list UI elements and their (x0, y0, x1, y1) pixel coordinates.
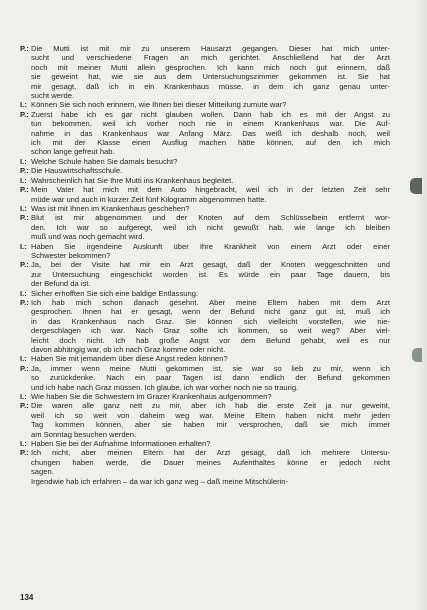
patient-turn (20, 185, 390, 204)
turn-text (31, 100, 390, 109)
text-line: Wahrscheinlich hat Sie Ihre Mutti ins Krankenhaus begleitet. (31, 175, 234, 185)
text-line: Schwester bekommen? (31, 250, 111, 260)
text-line: dergeschlagen ich war. Nach Graz sollte ich kommen, so weit weg? Aber viel- (31, 326, 390, 336)
text-line: chungen haben werde, die Dauer meines Aufenthaltes könne er jedoch nicht (31, 457, 390, 467)
speaker-label: P.: (20, 166, 29, 176)
interviewer-turn (20, 392, 390, 401)
interviewer-turn (20, 204, 390, 213)
text-line: Ja, immer wenn meine Mutti gekommen ist, sie war so lieb zu mir, wenn ich (31, 363, 390, 373)
turn-text (31, 204, 390, 213)
text-line: Mein Vater hat mich mit dem Auto hingebracht, weil ich in der letzten Zeit sehr (31, 185, 390, 195)
text-line: Haben Sie mit jemandem über diese Angst reden können? (31, 354, 228, 364)
page-number: 134 (20, 593, 34, 602)
turn-text (31, 298, 390, 354)
text-line: den. Ich war so aufgeregt, weil ich nicht gewußt hab, wie lange ich bleiben (31, 222, 390, 232)
text-line: Irgendwie hab ich erfahren – da war ich ganz weg – daß meine Mitschülerin- (31, 476, 289, 486)
text-line: so zurückdenke. Nach ein paar Tagen ist dann endlich der Befund gekommen (31, 373, 390, 383)
text-line: Die Mutti ist mit mir zu unserem Hausarzt gegangen. Dieser hat mich unter- (31, 44, 390, 53)
speaker-label: P.: (20, 185, 29, 195)
speaker-label: P.: (20, 260, 29, 270)
speaker-label: I.: (20, 156, 27, 166)
turn-text (31, 364, 390, 392)
text-line: in das Krankenhaus nach Graz. Sie können sich vielleicht vorstellen, wie nie- (31, 316, 390, 326)
text-line: sucht und verschiedene Fragen an mich gerichtet. Anschließend hat der Arzt (31, 53, 390, 63)
patient-turn (20, 364, 390, 392)
text-line: der Befund da ist. (31, 279, 91, 289)
page-edge-shadow (417, 0, 427, 610)
speaker-label: P.: (20, 401, 29, 411)
text-line: Welche Schule haben Sie damals besucht? (31, 156, 178, 166)
speaker-label: I.: (20, 288, 27, 298)
text-line: Können Sie sich noch erinnern, wie Ihnen bei dieser Mitteilung zumute war? (31, 100, 287, 110)
interviewer-turn (20, 242, 390, 261)
turn-text (31, 185, 390, 204)
interviewer-turn (20, 289, 390, 298)
patient-turn (20, 44, 390, 100)
patient-turn (20, 110, 390, 157)
interviewer-turn (20, 157, 390, 166)
text-line: leicht doch nicht. Ich hab große Angst vor dem Befund gehabt, weil es nur (31, 335, 390, 345)
text-line: sagen. (31, 467, 54, 477)
turn-text (31, 289, 390, 298)
turn-text (31, 157, 390, 166)
patient-turn (20, 166, 390, 175)
text-line: sie geweint hat, wie sie aus dem Untersuchungszimmer gekommen ist. Sie hat (31, 72, 390, 82)
text-line: mir gesagt, daß ich in ein Krankenhaus müsse, in dem ich ganz genau unter- (31, 81, 390, 91)
speaker-label: P.: (20, 44, 29, 53)
patient-turn (20, 448, 390, 486)
speaker-label: I.: (20, 241, 27, 251)
patient-turn (20, 213, 390, 241)
turn-text (31, 448, 390, 486)
speaker-label: I.: (20, 354, 27, 364)
text-line: Wie haben Sie die Schwestern im Grazer Krankenhaus aufgenommen? (31, 392, 272, 402)
interview-transcript (20, 44, 390, 486)
interviewer-turn (20, 439, 390, 448)
turn-text (31, 110, 390, 157)
text-line: schon lange gefreut hab. (31, 147, 115, 157)
speaker-label: I.: (20, 392, 27, 402)
interviewer-turn (20, 354, 390, 363)
speaker-label: P.: (20, 448, 29, 458)
text-line: und ich habe nach Graz müssen. Ich glaube, ich war vorher noch nie so traurig. (31, 382, 299, 392)
speaker-label: P.: (20, 109, 29, 119)
text-line: gesprochen. Ihnen hat er gesagt, wenn der Befund nicht ganz gut ist, muß ich (31, 307, 390, 317)
text-line: Ich nicht, aber meinen Eltern hat der Arzt gesagt, daß ich mehrere Untersu- (31, 448, 390, 458)
text-line: am Sonntag besuchen werden. (31, 429, 137, 439)
speaker-label: P.: (20, 213, 29, 223)
speaker-label: I.: (20, 175, 27, 185)
turn-text (31, 44, 390, 100)
speaker-label: P.: (20, 297, 29, 307)
patient-turn (20, 260, 390, 288)
text-line: zur Untersuchung eingeschickt worden ist. Es würde ein paar Tage dauern, bis (31, 269, 390, 279)
text-line: Die Hauswirtschaftsschule. (31, 166, 123, 176)
turn-text (31, 392, 390, 401)
text-line: Haben Sie bei der Aufnahme Informationen erhalten? (31, 439, 211, 449)
text-line: nahme in das Krankenhaus war Anfang März. Das weiß ich deshalb noch, weil (31, 128, 390, 138)
text-line: weil ich so weit von daheim weg war. Meine Eltern haben nicht mehr jeden (31, 410, 390, 420)
text-line: Was ist mit Ihnen im Krankenhaus geschehen? (31, 203, 190, 213)
text-line: Blut ist mir abgenommen und der Knoten auf dem Schlüsselbein entfernt wor- (31, 213, 390, 223)
text-line: Haben Sie irgendeine Auskunft über Ihre Krankheit von einem Arzt oder einer (31, 241, 390, 251)
text-line: Sicher erhofften Sie sich eine baldige Entlassung. (31, 288, 199, 298)
speaker-label: I.: (20, 439, 27, 449)
text-line: Ich hab mich schon danach gesehnt. Aber meine Eltern haben mit dem Arzt (31, 297, 390, 307)
interviewer-turn (20, 176, 390, 185)
turn-text (31, 401, 390, 439)
text-line: sucht werde. (31, 91, 75, 101)
turn-text (31, 242, 390, 261)
text-line: Die waren alle ganz nett zu mir, aber ich hab die erste Zeit ja nur geweint, (31, 401, 390, 411)
text-line: Tag kommen können, aber sie haben mir versprochen, daß sie mich immer (31, 420, 390, 430)
text-line: tun bekommen, weil ich vorher noch nie in einem Krankenhaus war. Die Auf- (31, 119, 390, 129)
text-line: müde war und auch in kurzer Zeit fünf Kilogramm abgenommen hatte. (31, 194, 267, 204)
turn-text (31, 166, 390, 175)
text-line: Zuerst habe ich es gar nicht glauben wollen. Dann hab ich es mit der Angst zu (31, 109, 390, 119)
turn-text (31, 354, 390, 363)
text-line: Ja, bei der Visite hat mir ein Arzt gesagt, daß der Knoten weggeschnitten und (31, 260, 390, 270)
text-line: muß und was noch gemacht wird. (31, 232, 145, 242)
speaker-label: I.: (20, 203, 27, 213)
turn-text (31, 260, 390, 288)
turn-text (31, 213, 390, 241)
speaker-label: I.: (20, 100, 27, 110)
text-line: ich mit der Klasse einen Ausflug machen hätte können, auf den ich mich (31, 138, 390, 148)
text-line: noch mit meiner Mutti allein gesprochen. Ich kann mich noch gut erinnern, daß (31, 62, 390, 72)
patient-turn (20, 401, 390, 439)
text-line: davon abhängig war, ob ich nach Graz komme oder nicht. (31, 345, 226, 354)
speaker-label: P.: (20, 363, 29, 373)
patient-turn (20, 298, 390, 354)
turn-text (31, 439, 390, 448)
turn-text (31, 176, 390, 185)
interviewer-turn (20, 100, 390, 109)
